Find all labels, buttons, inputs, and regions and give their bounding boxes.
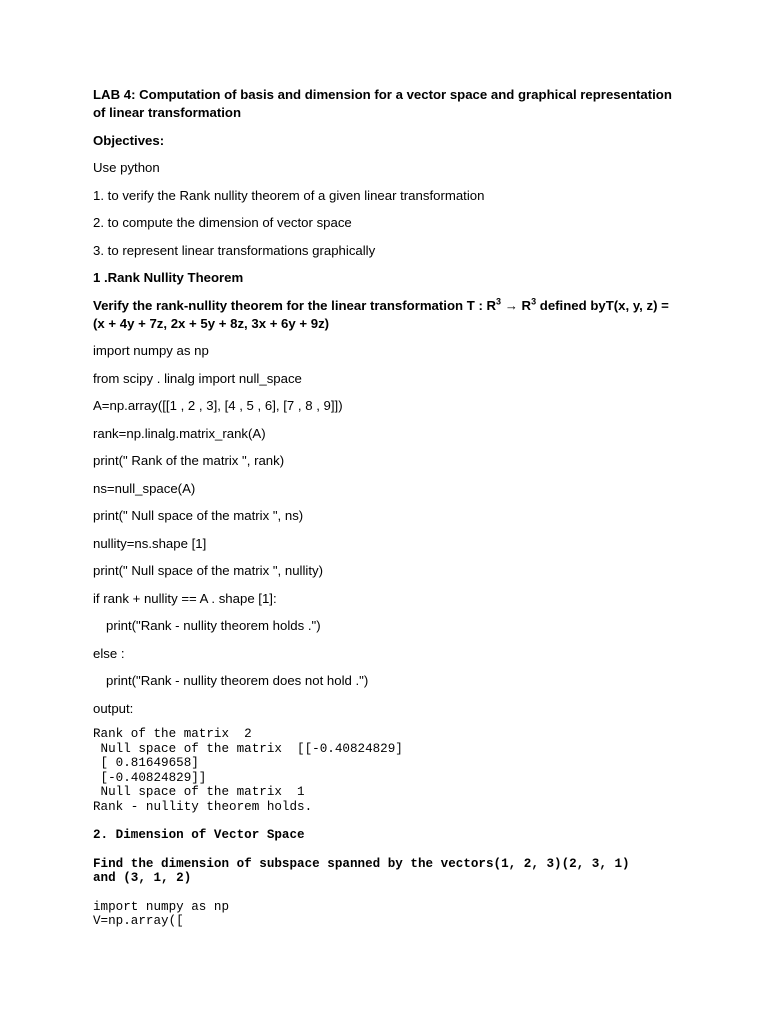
code-line: print(" Rank of the matrix ", rank) [93,453,285,468]
section1-heading: 1 .Rank Nullity Theorem [93,270,244,285]
code-line: from scipy . linalg import null_space [93,370,302,386]
code-line: nullity=ns.shape [1] [93,535,207,551]
output-line: Rank of the matrix 2 [93,727,252,741]
code-line: V=np.array([ [93,914,184,928]
code-line: print(" Null space of the matrix ", ns) [93,508,304,523]
output-line: Null space of the matrix [[-0.40824829] [93,741,403,756]
code-line: import numpy as np [93,899,230,914]
code-line-indented: print("Rank - nullity theorem holds .") [106,618,321,633]
output-label: output: [93,700,134,716]
output-line: [-0.40824829]] [93,770,207,785]
code-line: if rank + nullity == A . shape [1]: [93,590,277,606]
question-text: Verify the rank-nullity theorem for the linear transformation T : R [93,297,497,313]
output-line: Rank - nullity theorem holds. [93,799,313,814]
superscript: 3 [531,296,537,307]
output-line: [ 0.81649658] [93,756,199,770]
question-text: defined byT(x, y, z) = (x + 4y + 7z, 2x + 5y + 8z, 3x + 6y + 9z) [93,297,669,331]
code-line: import numpy as np [93,343,209,358]
code-line: ns=null_space(A) [93,480,196,496]
code-line: print(" Null space of the matrix ", nullity) [93,563,323,578]
question-line: and (3, 1, 2) [93,871,192,885]
code-line: rank=np.linalg.matrix_rank(A) [93,425,266,441]
code-line: A=np.array([[1 , 2 , 3], [4 , 5 , 6], [7 , 8 , 9]]) [93,398,343,413]
objective-item: 3. to represent linear transformations graphically [93,242,376,258]
arrow-text: → R [501,297,532,313]
section1-question [93,297,683,333]
objective-item: 2. to compute the dimension of vector space [93,215,352,230]
use-python-text: Use python [93,160,160,175]
lab-title: LAB 4: Computation of basis and dimension for a vector space and graphical representation of linear transformation [93,87,672,120]
output-line: Null space of the matrix 1 [93,785,305,799]
objectives-heading: Objectives: [93,132,165,148]
document-page [93,86,683,929]
code-line: else : [93,645,125,661]
section2-heading: 2. Dimension of Vector Space [93,828,305,842]
section2-code [93,900,683,929]
superscript: 3 [496,296,502,307]
objective-item: 1. to verify the Rank nullity theorem of a given linear transformation [93,187,485,203]
output-block [93,727,683,814]
section2-question [93,857,683,886]
question-line: Find the dimension of subspace spanned by the vectors(1, 2, 3)(2, 3, 1) [93,856,630,871]
code-line-indented: print("Rank - nullity theorem does not hold .") [106,673,369,688]
